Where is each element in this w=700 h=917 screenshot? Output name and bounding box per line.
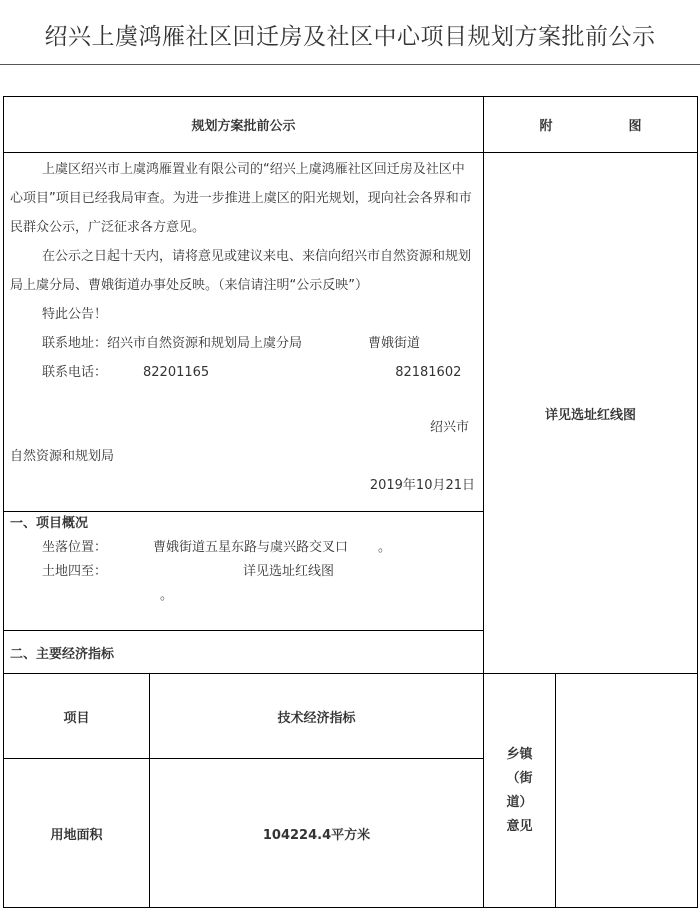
notice-paragraph-2: 在公示之日起十天内，请将意见或建议来电、来信向绍兴市自然资源和规划局上虞分局、曹娥街道办事处反映。（来信请注明“公示反映”） — [10, 249, 472, 293]
opinion-label-text: 乡镇（街道）意见 — [506, 746, 533, 834]
contact-phone-label: 联系电话： — [42, 365, 108, 380]
location-label: 坐落位置： — [42, 540, 108, 555]
notice-paragraph-3: 特此公告！ — [42, 307, 108, 322]
row-land-value: 104224.4平方米 — [150, 759, 484, 908]
notice-date: 2019年10月21日 — [369, 478, 476, 493]
notice-table — [3, 96, 698, 908]
contact-phone-1: 82201165 — [143, 365, 210, 380]
notice-body — [4, 153, 484, 512]
boundary-value: 详见选址红线图 — [243, 564, 335, 579]
signer: 绍兴市自然资源和规划局 — [10, 420, 470, 464]
row-land-label: 用地面积 — [4, 759, 150, 908]
boundary-row: 土地四至： 详见选址红线图。 — [42, 564, 335, 603]
contact-phone-2: 82181602 — [395, 365, 462, 380]
opinion-label — [484, 674, 556, 908]
header-attachment-char-1: 附 — [539, 119, 553, 134]
section1-title: 一、项目概况 — [10, 516, 89, 531]
header-attachment — [484, 97, 698, 153]
header-notice-title: 规划方案批前公示 — [4, 97, 484, 153]
col-index-header: 技术经济指标 — [150, 674, 484, 759]
notice-paragraph-1: 上虞区绍兴市上虞鸿雁置业有限公司的“绍兴上虞鸿雁社区回迁房及社区中心项目”项目已经我局审查。为进一步推进上虞区的阳光规划，现向社会各界和市民群众公示，广泛征求各方意见。 — [10, 162, 472, 235]
title-divider — [0, 64, 700, 65]
contact-address-2: 曹娥街道 — [368, 336, 421, 351]
see-map-note: 详见选址红线图 — [484, 153, 698, 674]
boundary-label: 土地四至： — [42, 564, 108, 579]
contact-address-1: 绍兴市自然资源和规划局上虞分局 — [107, 336, 303, 351]
opinion-content — [556, 674, 698, 908]
location-row: 坐落位置： 曹娥街道五星东路与虞兴路交叉口 。 — [42, 540, 392, 555]
contact-address-label: 联系地址： — [42, 336, 108, 351]
section2-title: 二、主要经济指标 — [4, 631, 484, 674]
contact-address — [10, 329, 475, 358]
header-attachment-char-2: 图 — [628, 119, 642, 134]
location-value: 曹娥街道五星东路与虞兴路交叉口 — [153, 540, 349, 555]
page-title: 绍兴上虞鸿雁社区回迁房及社区中心项目规划方案批前公示 — [44, 24, 656, 50]
section-project-overview — [4, 512, 484, 631]
contact-phone — [10, 358, 475, 387]
col-item-header: 项目 — [4, 674, 150, 759]
